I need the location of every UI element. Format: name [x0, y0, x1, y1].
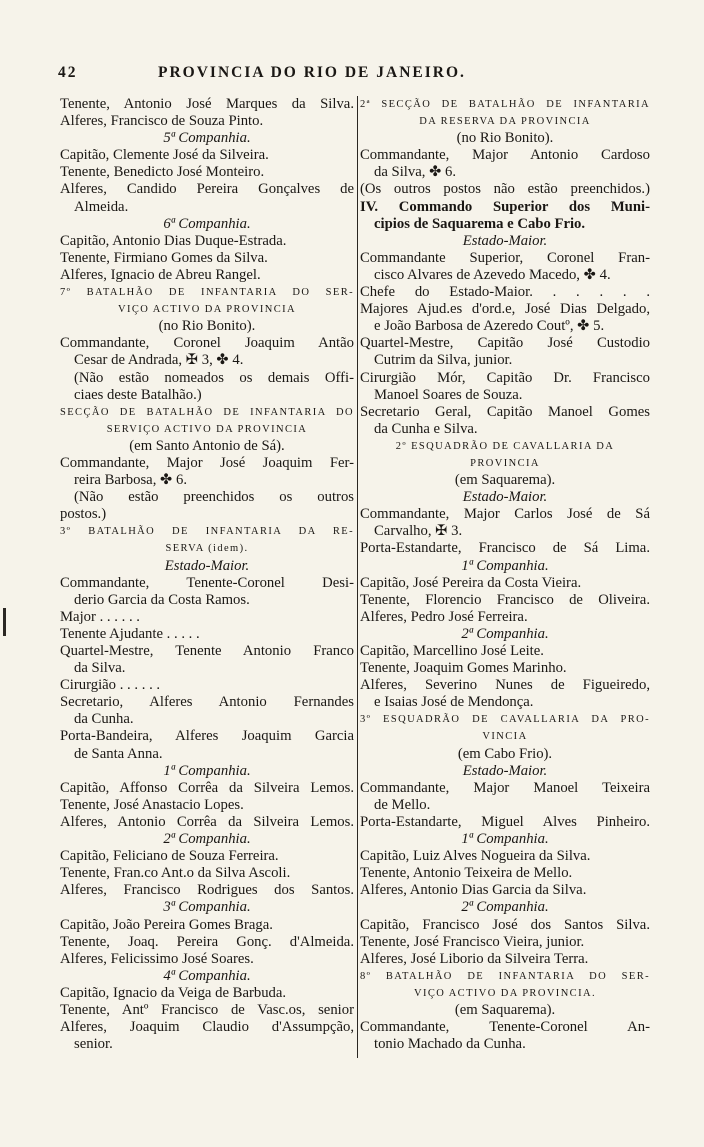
text-line: Alferes, Ignacio de Abreu Rangel. [60, 266, 261, 283]
text-line: DA RESERVA DA PROVINCIA [419, 116, 591, 128]
text-line: Capitão, Antonio Dias Duque-Estrada. [60, 232, 287, 249]
text-line: Alferes, Joaquim Claudio d'Assumpção, [60, 1019, 354, 1036]
text-line: Capitão, Feliciano de Souza Ferreira. [60, 848, 279, 865]
text-line: (Não estão nomeados os demais Offi- [74, 369, 354, 386]
text-line: Capitão, José Pereira da Costa Vieira. [360, 574, 582, 591]
left-column [60, 96, 354, 1053]
text-line: SERVIÇO ACTIVO DA PROVINCIA [106, 423, 308, 435]
text-line: postos.) [60, 506, 107, 523]
text-line: Estado-Maior. [462, 762, 548, 779]
text-line: da Cunha. [74, 711, 134, 728]
text-line: cisco Alvares de Azevedo Macedo, ✤ 4. [374, 266, 611, 283]
text-line: (em Santo Antonio de Sá). [129, 437, 285, 454]
text-line: (em Saquarema). [454, 472, 556, 489]
text-line: (em Saquarema). [454, 1001, 556, 1018]
text-line: Quartel-Mestre, Capitão José Custodio [360, 335, 650, 352]
text-line: Capitão, Affonso Corrêa da Silveira Lemos. [60, 779, 354, 796]
text-line: de Mello. [374, 796, 431, 813]
text-line: Commandante, Major Antonio Cardoso [360, 147, 650, 164]
text-line: e João Barbosa de Azeredo Coutº, ✤ 5. [374, 318, 605, 335]
text-line: SERVA (idem). [165, 543, 249, 555]
text-line: 8º BATALHÃO DE INFANTARIA DO SER- [360, 970, 650, 982]
page-title: PROVINCIA DO RIO DE JANEIRO. [158, 64, 466, 81]
text-line: Estado-Maior. [164, 557, 250, 574]
text-line: Tenente, José Anastacio Lopes. [60, 796, 244, 813]
text-line: Alferes, Antonio Corrêa da Silveira Lemos. [60, 813, 354, 830]
text-line: Tenente, Antonio Teixeira de Mello. [360, 865, 573, 882]
text-line: VIÇO ACTIVO DA PROVINCIA [118, 304, 296, 316]
text-line: 2º ESQUADRÃO DE CAVALLARIA DA [395, 440, 615, 452]
text-line: 1ª Companhia. [461, 831, 549, 848]
page-number: 42 [58, 64, 78, 81]
text-line: Tenente Ajudante . . . . . [60, 625, 200, 642]
text-line: 2ª Companhia. [461, 625, 549, 642]
text-line: Almeida. [74, 198, 129, 215]
text-line: Capitão, Luiz Alves Nogueira da Silva. [360, 848, 591, 865]
text-line: Alferes, Severino Nunes de Figueiredo, [360, 677, 650, 694]
text-line: SECÇÃO DE BATALHÃO DE INFANTARIA DO [60, 406, 354, 418]
column-divider [357, 96, 358, 1058]
text-line: Commandante, Major José Joaquim Fer- [60, 454, 354, 471]
text-line: Commandante Superior, Coronel Fran- [360, 249, 650, 266]
text-line: Commandante, Tenente-Coronel An- [360, 1019, 650, 1036]
text-line: (no Rio Bonito). [456, 130, 554, 147]
text-line: Capitão, Ignacio da Veiga de Barbuda. [60, 984, 287, 1001]
text-line: Commandante, Tenente-Coronel Desi- [60, 574, 354, 591]
text-line: Alferes, Pedro José Ferreira. [360, 608, 528, 625]
text-line: Tenente, Firmiano Gomes da Silva. [60, 249, 268, 266]
text-line: Alferes, Francisco de Souza Pinto. [60, 113, 264, 130]
text-line: tonio Machado da Cunha. [374, 1036, 526, 1053]
text-line: 2ª Companhia. [163, 831, 251, 848]
text-line: 3º ESQUADRÃO DE CAVALLARIA DA PRO- [360, 714, 650, 726]
text-line: Tenente, Fran.co Ant.o da Silva Ascoli. [60, 865, 291, 882]
text-line: 2ª Companhia. [461, 899, 549, 916]
text-line: Cutrim da Silva, junior. [374, 352, 513, 369]
text-line: Commandante, Coronel Joaquim Antão [60, 335, 354, 352]
text-line: Tenente, Benedicto José Monteiro. [60, 164, 265, 181]
text-line: Cesar de Andrada, ✠ 3, ✤ 4. [74, 352, 244, 369]
text-line: Porta-Estandarte, Francisco de Sá Lima. [360, 540, 650, 557]
text-line: 4ª Companhia. [163, 967, 251, 984]
text-line: 3ª Companhia. [163, 899, 251, 916]
text-line: Major . . . . . . [60, 608, 140, 625]
text-line: VIÇO ACTIVO DA PROVINCIA. [413, 987, 596, 999]
text-line: Quartel-Mestre, Tenente Antonio Franco [60, 643, 354, 659]
text-line: da Cunha e Silva. [374, 420, 478, 437]
running-header [58, 64, 648, 88]
text-line: Secretario, Alferes Antonio Fernandes [60, 694, 354, 711]
text-line: Porta-Bandeira, Alferes Joaquim Garcia [60, 728, 354, 745]
text-line: cipios de Saquarema e Cabo Frio. [374, 215, 586, 232]
text-line: 7º BATALHÃO DE INFANTARIA DO SER- [60, 287, 354, 299]
text-line: de Santa Anna. [74, 745, 163, 762]
text-line: (em Cabo Frio). [457, 745, 553, 762]
text-line: 3º BATALHÃO DE INFANTARIA DA RE- [60, 526, 354, 538]
text-line: Capitão, Clemente José da Silveira. [60, 147, 269, 164]
text-line: Estado-Maior. [462, 232, 548, 249]
text-line: Alferes, Candido Pereira Gonçalves de [60, 181, 354, 198]
page-edge-mark [3, 608, 6, 636]
text-line: Tenente, Antonio José Marques da Silva. [60, 96, 354, 112]
text-line: PROVINCIA [470, 457, 540, 469]
text-line: Commandante, Major Manoel Teixeira [360, 779, 650, 796]
text-line: derio Garcia da Costa Ramos. [74, 591, 250, 608]
text-line: da Silva. [74, 660, 126, 677]
text-line: 5ª Companhia. [163, 130, 251, 147]
text-line: Cirurgião . . . . . . [60, 677, 161, 694]
text-line: Secretario Geral, Capitão Manoel Gomes [360, 403, 650, 420]
text-line: Carvalho, ✠ 3. [374, 523, 463, 540]
text-line: Tenente, Joaquim Gomes Marinho. [360, 660, 567, 677]
text-line: Capitão, Marcellino José Leite. [360, 643, 544, 659]
text-line: ciaes deste Batalhão.) [74, 386, 202, 403]
text-line: Porta-Estandarte, Miguel Alves Pinheiro. [360, 813, 650, 830]
text-line: Majores Ajud.es d'ord.e, José Dias Delgado, [360, 301, 650, 318]
right-column [360, 96, 650, 1053]
text-line: (Os outros postos não estão preenchidos.) [360, 181, 650, 198]
text-line: Tenente, Florencio Francisco de Oliveira. [360, 591, 650, 608]
text-line: senior. [74, 1036, 113, 1053]
text-line: Capitão, João Pereira Gomes Braga. [60, 916, 273, 933]
text-line: Alferes, Antonio Dias Garcia da Silva. [360, 882, 587, 899]
text-line: reira Barbosa, ✤ 6. [74, 472, 188, 489]
text-line: Capitão, Francisco José dos Santos Silva. [360, 916, 650, 933]
text-line: 6ª Companhia. [163, 215, 251, 232]
text-line: (Não estão preenchidos os outros [74, 489, 354, 506]
text-line: Tenente, José Francisco Vieira, junior. [360, 933, 585, 950]
text-line: da Silva, ✤ 6. [374, 164, 457, 181]
text-line: Commandante, Major Carlos José de Sá [360, 506, 650, 523]
text-line: e Isaias José de Mendonça. [374, 694, 534, 711]
text-line: 1ª Companhia. [163, 762, 251, 779]
text-line: VINCIA [482, 731, 528, 743]
text-line: 1ª Companhia. [461, 557, 549, 574]
text-line: Cirurgião Mór, Capitão Dr. Francisco [360, 369, 650, 386]
text-line: Alferes, Felicissimo José Soares. [60, 950, 254, 967]
text-line: Manoel Soares de Souza. [374, 386, 523, 403]
text-line: Chefe do Estado-Maior. . . . . . [360, 284, 650, 301]
text-line: Alferes, José Liborio da Silveira Terra. [360, 950, 589, 967]
text-line: Estado-Maior. [462, 489, 548, 506]
text-line: Tenente, Joaq. Pereira Gonç. d'Almeida. [60, 933, 354, 950]
text-line: (no Rio Bonito). [158, 318, 256, 335]
text-line: IV. Commando Superior dos Muni- [360, 198, 650, 215]
text-line: 2ª SECÇÃO DE BATALHÃO DE INFANTARIA [360, 99, 650, 110]
text-line: Tenente, Antº Francisco de Vasc.os, senior [60, 1001, 354, 1018]
text-line: Alferes, Francisco Rodrigues dos Santos. [60, 882, 354, 899]
